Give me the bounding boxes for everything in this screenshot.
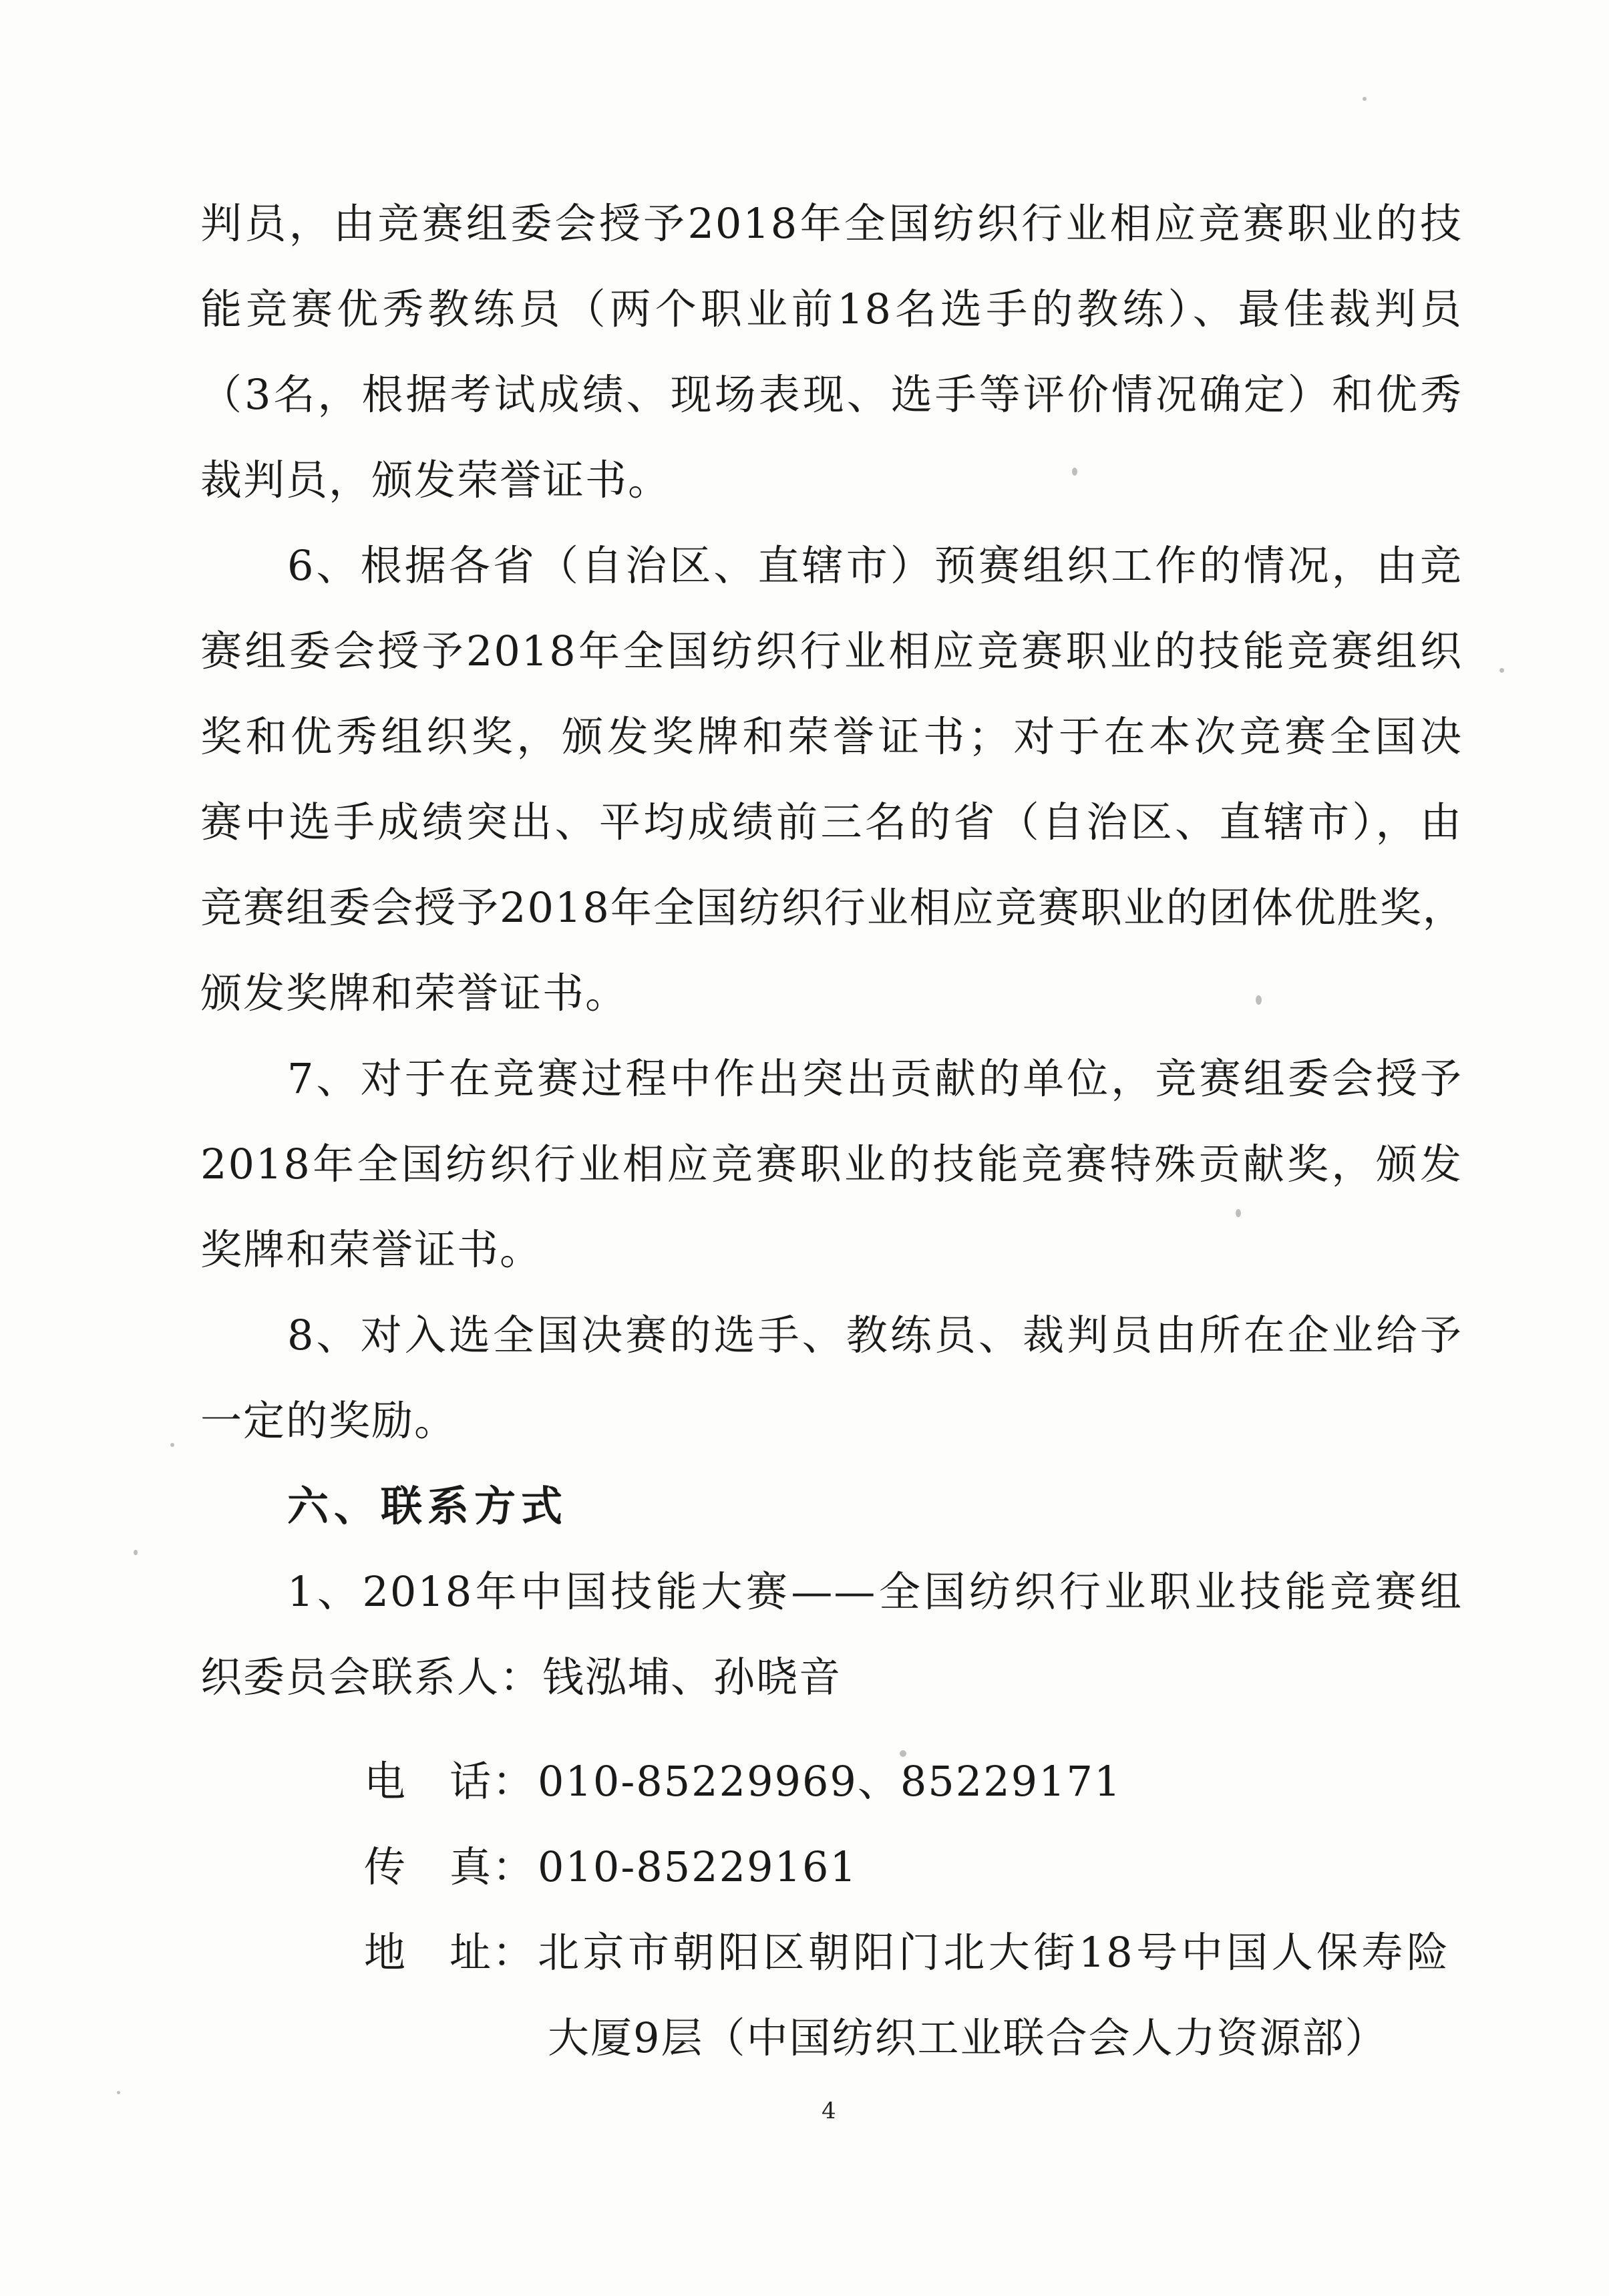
page-number: 4 <box>822 2098 836 2124</box>
paragraph-line: 6、根据各省（自治区、直辖市）预赛组织工作的情况，由竞 <box>287 541 1463 590</box>
scan-speck <box>1363 97 1367 101</box>
scan-speck <box>170 1443 174 1447</box>
address-label: 地 址： <box>364 1928 536 1977</box>
section-heading: 六、联系方式 <box>287 1482 568 1530</box>
paragraph-line: 颁发奖牌和荣誉证书。 <box>200 969 629 1017</box>
scan-speck <box>1256 995 1262 1005</box>
phone-value: 010-85229969、85229171 <box>538 1757 1122 1806</box>
paragraph-line: 判员，由竞赛组委会授予2018年全国纺织行业相应竞赛职业的技 <box>200 199 1463 248</box>
paragraph-line: 赛组委会授予2018年全国纺织行业相应竞赛职业的技能竞赛组织 <box>200 627 1463 675</box>
fax-value: 010-85229161 <box>538 1842 858 1891</box>
scan-speck <box>900 1750 906 1757</box>
paragraph-line: 2018年全国纺织行业相应竞赛职业的技能竞赛特殊贡献奖，颁发 <box>200 1140 1463 1188</box>
paragraph-line: 裁判员，颁发荣誉证书。 <box>200 456 671 504</box>
paragraph-line: 能竞赛优秀教练员（两个职业前18名选手的教练）、最佳裁判员 <box>200 285 1463 333</box>
phone-label: 电 话： <box>364 1757 536 1806</box>
address-line: 北京市朝阳区朝阳门北大街18号中国人保寿险 <box>538 1928 1449 1977</box>
scan-speck <box>1236 1209 1241 1217</box>
scan-speck <box>1499 668 1504 673</box>
paragraph-line: 奖和优秀组织奖，颁发奖牌和荣誉证书；对于在本次竞赛全国决 <box>200 712 1463 761</box>
paragraph-line: 奖牌和荣誉证书。 <box>200 1225 543 1274</box>
paragraph-line: （3名，根据考试成绩、现场表现、选手等评价情况确定）和优秀 <box>200 370 1463 419</box>
contact-intro-line: 织委员会联系人：钱泓埔、孙晓音 <box>200 1653 842 1701</box>
paragraph-line: 7、对于在竞赛过程中作出突出贡献的单位，竞赛组委会授予 <box>287 1054 1463 1103</box>
paragraph-line: 8、对入选全国决赛的选手、教练员、裁判员由所在企业给予 <box>287 1311 1463 1359</box>
scan-speck <box>117 2091 120 2094</box>
paragraph-line: 竞赛组委会授予2018年全国纺织行业相应竞赛职业的团体优胜奖， <box>200 883 1465 932</box>
scan-speck <box>1072 468 1077 476</box>
fax-label: 传 真： <box>364 1842 536 1891</box>
contact-intro-line: 1、2018年中国技能大赛——全国纺织行业职业技能竞赛组 <box>287 1567 1463 1616</box>
paragraph-line: 一定的奖励。 <box>200 1396 458 1445</box>
scan-speck <box>134 1550 138 1555</box>
address-line: 大厦9层（中国纺织工业联合会人力资源部） <box>548 2013 1388 2062</box>
paragraph-line: 赛中选手成绩突出、平均成绩前三名的省（自治区、直辖市），由 <box>200 798 1463 846</box>
